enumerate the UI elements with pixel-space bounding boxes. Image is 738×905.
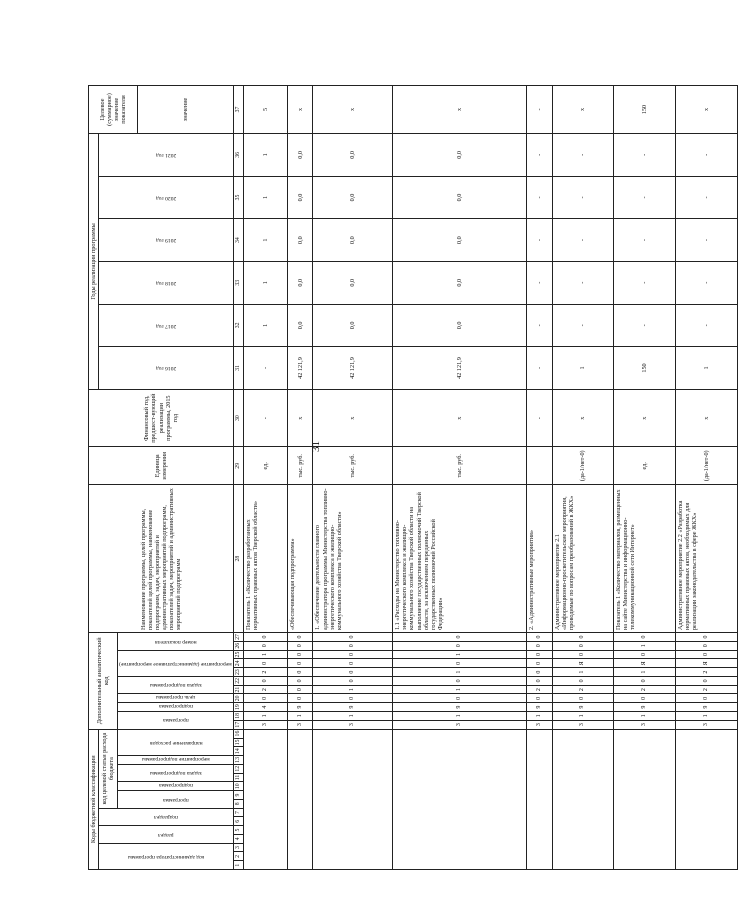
analytic-code-digit: 0 xyxy=(614,676,676,685)
analytic-code-digit: 0 xyxy=(244,694,288,703)
column-index-cell: 3 xyxy=(234,843,244,852)
subsection-header: подраздел xyxy=(154,814,179,821)
analytic-code-digit: 0 xyxy=(675,650,737,659)
row-year-value: 150 xyxy=(614,347,676,390)
analytic-code-digit: 0 xyxy=(614,633,676,642)
kbk-header: Коды бюджетной классификации xyxy=(89,729,99,869)
event-sub-header: мероприятие подпрограммы xyxy=(141,755,210,762)
analytic-code-digit: 0 xyxy=(313,650,393,659)
analytic-code-digit: 1 xyxy=(287,712,313,721)
column-index-cell: 12 xyxy=(234,764,244,773)
analytic-code-digit: 0 xyxy=(244,676,288,685)
row-name: Административное мероприятие 2.2 «Разработка нормативных правовых актов, необходимых для реализации законодательства в сфере ЖКХ» xyxy=(675,485,737,633)
row-name: 1. «Обеспечение деятельности главного администратора программы Министерства топливно-энергетического комплекса и жилищно-коммунального хозяйства Тверской области» xyxy=(313,485,393,633)
row-year-value: - xyxy=(526,304,552,347)
analytic-code-digit: 1 xyxy=(393,685,527,694)
row-base-year: х xyxy=(393,389,527,447)
row-year-value: - xyxy=(552,261,614,304)
analytic-code-digit: 2 xyxy=(552,685,614,694)
row-year-value: 1 xyxy=(244,133,288,176)
row-year-value: 0,0 xyxy=(313,219,393,262)
y2019-header: 2019 год xyxy=(156,237,177,244)
row-year-value: 1 xyxy=(244,261,288,304)
column-index-cell: 21 xyxy=(234,685,244,694)
budget-code-cell xyxy=(526,729,552,869)
goal-header: цель программы xyxy=(156,694,196,701)
analytic-code-digit: 1 xyxy=(313,712,393,721)
column-index-cell: 37 xyxy=(234,86,244,134)
row-total: х xyxy=(552,86,614,134)
analytic-code-digit: Я xyxy=(614,659,676,668)
budget-code-cell xyxy=(675,729,737,869)
row-unit: ед. xyxy=(614,447,676,485)
analytic-code-digit: 3 xyxy=(614,720,676,729)
analytic-code-digit: 3 xyxy=(526,720,552,729)
row-total: х xyxy=(393,86,527,134)
analytic-code-digit: 1 xyxy=(614,712,676,721)
y2018-header: 2018 год xyxy=(156,279,177,286)
row-name: «Обеспечивающая подпрограмма» xyxy=(287,485,313,633)
column-index-cell: 10 xyxy=(234,782,244,791)
column-index-cell: 34 xyxy=(234,219,244,262)
column-index-cell: 18 xyxy=(234,712,244,721)
row-year-value: - xyxy=(526,176,552,219)
row-year-value: - xyxy=(526,261,552,304)
analytic-code-digit: 0 xyxy=(287,641,313,650)
analytic-code-digit: 0 xyxy=(287,650,313,659)
row-year-value: 42 121,9 xyxy=(393,347,527,390)
analytic-code-digit: 0 xyxy=(675,641,737,650)
table-row xyxy=(526,86,552,870)
row-year-value: 1 xyxy=(244,219,288,262)
row-year-value: - xyxy=(614,176,676,219)
analytic-code-digit: 0 xyxy=(675,633,737,642)
event-num-header: номер показателя xyxy=(154,638,197,645)
column-index-cell: 15 xyxy=(234,738,244,747)
analytic-code-digit: 0 xyxy=(287,633,313,642)
name-header: Наименование программы, целей программы, показателей целей программы, наименование подпрограмм, задач, мероприятий и административных мероприятий подпрограмм, показателей задач, мероприятий и административных мероприятий подпрограмм xyxy=(89,485,234,633)
program-table xyxy=(88,85,738,870)
budget-code-cell xyxy=(614,729,676,869)
y2016-header: 2016 год xyxy=(156,365,177,372)
analytic-code-digit: 1 xyxy=(526,712,552,721)
program-header: программа xyxy=(162,796,189,803)
analytic-code-digit: 0 xyxy=(287,668,313,677)
row-year-value: 1 xyxy=(244,176,288,219)
analytic-code-digit: 1 xyxy=(614,668,676,677)
row-year-value: 0,0 xyxy=(287,261,313,304)
column-index-cell: 27 xyxy=(234,633,244,642)
table-row xyxy=(393,86,527,870)
analytic-code-digit: 1 xyxy=(393,650,527,659)
analytic-code-digit: Я xyxy=(552,659,614,668)
row-year-value: - xyxy=(552,219,614,262)
analytic-code-digit: 1 xyxy=(313,685,393,694)
analytic-code-digit: 3 xyxy=(287,720,313,729)
analytic-code-digit: 1 xyxy=(244,712,288,721)
column-index-cell: 22 xyxy=(234,676,244,685)
column-index-cell: 25 xyxy=(234,650,244,659)
row-year-value: - xyxy=(675,304,737,347)
row-year-value: 0,0 xyxy=(393,176,527,219)
row-year-value: 0,0 xyxy=(287,304,313,347)
row-total: 5 xyxy=(244,86,288,134)
fin-year-header: Финансовый год, предшест-вующий реализации программы, 2015 год xyxy=(89,389,234,447)
column-index-row xyxy=(234,86,244,870)
column-index-cell: 17 xyxy=(234,720,244,729)
row-year-value: - xyxy=(526,133,552,176)
y2017-header: 2017 год xyxy=(156,322,177,329)
row-year-value: - xyxy=(552,133,614,176)
row-total: х xyxy=(313,86,393,134)
column-index-cell: 32 xyxy=(234,304,244,347)
row-base-year: х xyxy=(552,389,614,447)
table-row xyxy=(675,86,737,870)
analytic-code-digit: 0 xyxy=(393,641,527,650)
analytic-code-digit: 0 xyxy=(526,668,552,677)
budget-code-cell xyxy=(244,729,288,869)
row-unit: тыс. руб. xyxy=(287,447,313,485)
row-name: Показатель 1 «Количество разработанных нормативных правовых актов Тверской области» xyxy=(244,485,288,633)
analytic-code-digit: 3 xyxy=(552,720,614,729)
column-index-cell: 33 xyxy=(234,261,244,304)
row-year-value: - xyxy=(614,133,676,176)
table-row xyxy=(244,86,288,870)
analytic-code-digit: Я xyxy=(675,659,737,668)
row-year-value: - xyxy=(675,133,737,176)
row-base-year: х xyxy=(675,389,737,447)
row-unit: тыс. руб. xyxy=(313,447,393,485)
table-row xyxy=(287,86,313,870)
row-year-value: 0,0 xyxy=(313,261,393,304)
analytic-code-digit: 1 xyxy=(614,641,676,650)
analytic-code-digit: 0 xyxy=(552,694,614,703)
analytic-code-digit: 0 xyxy=(287,659,313,668)
row-year-value: 0,0 xyxy=(313,304,393,347)
analytic-code-digit: 0 xyxy=(526,676,552,685)
table-header xyxy=(89,86,244,870)
row-year-value: - xyxy=(552,304,614,347)
analytic-code-digit: 0 xyxy=(313,641,393,650)
column-index-cell: 5 xyxy=(234,826,244,835)
analytic-code-digit: 0 xyxy=(614,650,676,659)
row-year-value: - xyxy=(675,219,737,262)
row-year-value: 1 xyxy=(244,304,288,347)
analytic-code-digit: 0 xyxy=(675,694,737,703)
row-total: - xyxy=(526,86,552,134)
analytic-code-digit: 0 xyxy=(313,694,393,703)
column-index-cell: 6 xyxy=(234,817,244,826)
row-unit: тыс. руб. xyxy=(393,447,527,485)
row-unit: (да-1/нет-0) xyxy=(552,447,614,485)
column-index-cell: 23 xyxy=(234,668,244,677)
analytic-code-digit: 9 xyxy=(313,703,393,712)
row-year-value: 0,0 xyxy=(393,133,527,176)
row-year-value: - xyxy=(614,261,676,304)
row-name: 2. «Административные мероприятия» xyxy=(526,485,552,633)
row-year-value: - xyxy=(526,347,552,390)
row-year-value: - xyxy=(675,261,737,304)
column-index-cell: 1 xyxy=(234,861,244,870)
extra-code-header: Дополнительный аналитический код xyxy=(89,633,118,730)
expense-dir-header: направление расходов xyxy=(149,739,203,746)
analytic-code-digit: 1 xyxy=(552,668,614,677)
table-row xyxy=(552,86,614,870)
analytic-code-digit: 0 xyxy=(393,659,527,668)
row-name: Административное мероприятие 2.1 «Информационно-просветительские мероприятия, проводимые по вопросам преобразований в ЖКХ» xyxy=(552,485,614,633)
analytic-code-digit: 0 xyxy=(526,650,552,659)
task-sub-header: задача подпрограммы xyxy=(149,770,202,777)
column-index-cell: 2 xyxy=(234,852,244,861)
analytic-code-digit: 9 xyxy=(675,703,737,712)
table-body xyxy=(244,86,738,870)
column-index-cell: 29 xyxy=(234,447,244,485)
analytic-code-digit: 0 xyxy=(614,694,676,703)
analytic-code-digit: 0 xyxy=(313,668,393,677)
row-year-value: 0,0 xyxy=(393,304,527,347)
column-index-cell: 30 xyxy=(234,389,244,447)
analytic-code-digit: 1 xyxy=(675,712,737,721)
budget-code-cell xyxy=(313,729,393,869)
analytic-code-digit: 3 xyxy=(313,720,393,729)
row-year-value: - xyxy=(614,304,676,347)
column-index-cell: 16 xyxy=(234,729,244,738)
subprogram2-header: подпрограмма xyxy=(158,703,193,710)
column-index-cell: 4 xyxy=(234,834,244,843)
row-year-value: 0,0 xyxy=(393,261,527,304)
column-index-cell: 31 xyxy=(234,347,244,390)
analytic-code-digit: 0 xyxy=(287,676,313,685)
row-base-year: х xyxy=(614,389,676,447)
column-index-cell: 26 xyxy=(234,641,244,650)
admin-header: код администратора программы xyxy=(128,853,205,860)
y2021-header: 2021 год xyxy=(156,152,177,159)
task-header: задача подпрограммы xyxy=(149,682,202,689)
analytic-code-digit: 1 xyxy=(393,668,527,677)
class-code-header: код целевой статьи расхода бюджета xyxy=(99,729,118,808)
analytic-code-digit: 9 xyxy=(287,703,313,712)
analytic-code-digit: 1 xyxy=(552,712,614,721)
final-header: Целевое (суммарное) значение показателя xyxy=(89,86,138,134)
analytic-code-digit: 0 xyxy=(393,633,527,642)
row-year-value: - xyxy=(244,347,288,390)
analytic-code-digit: 0 xyxy=(393,676,527,685)
row-year-value: 1 xyxy=(552,347,614,390)
analytic-code-digit: 9 xyxy=(614,703,676,712)
analytic-code-digit: 9 xyxy=(552,703,614,712)
analytic-code-digit: 0 xyxy=(526,659,552,668)
analytic-code-digit: 0 xyxy=(244,641,288,650)
column-index-cell: 28 xyxy=(234,485,244,633)
row-base-year: х xyxy=(313,389,393,447)
row-year-value: 0,0 xyxy=(313,176,393,219)
row-year-value: 0,0 xyxy=(287,133,313,176)
analytic-code-digit: 2 xyxy=(244,685,288,694)
subprogram-header: подпрограмма xyxy=(158,782,193,789)
analytic-code-digit: 3 xyxy=(393,720,527,729)
column-index-cell: 24 xyxy=(234,659,244,668)
budget-code-cell xyxy=(552,729,614,869)
column-index-cell: 7 xyxy=(234,808,244,817)
analytic-code-digit: 0 xyxy=(526,694,552,703)
analytic-code-digit: 0 xyxy=(287,685,313,694)
row-name: 1.1 «Расходы на Министерство топливно-энергетического комплекса и жилищно-коммунального хозяйства Тверской области на выполнение государственных полномочий Тверской области, за исключением переданных государственных полномочий Российской Федерации» xyxy=(393,485,527,633)
analytic-code-digit: 2 xyxy=(526,685,552,694)
analytic-code-digit: 0 xyxy=(287,694,313,703)
row-year-value: - xyxy=(552,176,614,219)
event-header: мероприятие (административное мероприятие) xyxy=(119,660,233,667)
table-row xyxy=(614,86,676,870)
row-year-value: 0,0 xyxy=(313,133,393,176)
row-total: х xyxy=(675,86,737,134)
row-year-value: 42 121,9 xyxy=(287,347,313,390)
analytic-code-digit: 0 xyxy=(552,641,614,650)
analytic-code-digit: 1 xyxy=(244,650,288,659)
analytic-code-digit: 2 xyxy=(675,668,737,677)
row-unit: ед. xyxy=(244,447,288,485)
column-index-cell: 13 xyxy=(234,756,244,765)
analytic-code-digit: 3 xyxy=(675,720,737,729)
row-total: 150 xyxy=(614,86,676,134)
budget-code-cell xyxy=(393,729,527,869)
column-index-cell: 8 xyxy=(234,799,244,808)
analytic-code-digit: 0 xyxy=(526,633,552,642)
analytic-code-digit: 0 xyxy=(552,633,614,642)
analytic-code-digit: 9 xyxy=(393,703,527,712)
unit-header: Единица измерения xyxy=(89,447,234,485)
row-year-value: - xyxy=(614,219,676,262)
y2020-header: 2020 год xyxy=(156,194,177,201)
column-index-cell: 36 xyxy=(234,133,244,176)
analytic-code-digit: 3 xyxy=(244,720,288,729)
analytic-code-digit: 0 xyxy=(526,641,552,650)
row-year-value: 1 xyxy=(675,347,737,390)
row-total: х xyxy=(287,86,313,134)
row-year-value: - xyxy=(675,176,737,219)
analytic-code-digit: 0 xyxy=(313,676,393,685)
column-index-cell: 11 xyxy=(234,773,244,782)
analytic-code-digit: 9 xyxy=(526,703,552,712)
row-base-year: х xyxy=(287,389,313,447)
row-year-value: - xyxy=(526,219,552,262)
table-row xyxy=(313,86,393,870)
row-year-value: 42 121,9 xyxy=(313,347,393,390)
analytic-code-digit: 0 xyxy=(313,633,393,642)
row-unit: (да-1/нет-0) xyxy=(675,447,737,485)
analytic-code-digit: 0 xyxy=(552,650,614,659)
page-number: 31 xyxy=(310,441,322,452)
analytic-code-digit: 2 xyxy=(675,685,737,694)
column-index-cell: 14 xyxy=(234,747,244,756)
column-index-cell: 19 xyxy=(234,703,244,712)
column-index-cell: 20 xyxy=(234,694,244,703)
program2-header: программа xyxy=(162,717,189,724)
analytic-code-digit: 2 xyxy=(614,685,676,694)
analytic-code-digit: 2 xyxy=(244,668,288,677)
analytic-code-digit: 4 xyxy=(244,703,288,712)
row-base-year: - xyxy=(244,389,288,447)
analytic-code-digit: 0 xyxy=(244,659,288,668)
analytic-code-digit: 0 xyxy=(552,676,614,685)
column-index-cell: 35 xyxy=(234,176,244,219)
final-value-header: значение xyxy=(138,86,234,134)
row-year-value: 0,0 xyxy=(393,219,527,262)
analytic-code-digit: 1 xyxy=(393,712,527,721)
row-year-value: 0,0 xyxy=(287,219,313,262)
analytic-code-digit: 0 xyxy=(675,676,737,685)
rotated-table-container xyxy=(88,85,710,870)
row-year-value: 0,0 xyxy=(287,176,313,219)
years-header: Годы реализации программы xyxy=(89,133,99,389)
analytic-code-digit: 0 xyxy=(313,659,393,668)
row-unit xyxy=(526,447,552,485)
section-header: раздел xyxy=(158,831,174,838)
column-index-cell: 9 xyxy=(234,791,244,800)
row-name: Показатель 1 «Количество материалов, размещенных на сайте Министерства и информационно-телекоммуникационной сети Интернет» xyxy=(614,485,676,633)
analytic-code-digit: 0 xyxy=(244,633,288,642)
row-base-year: - xyxy=(526,389,552,447)
analytic-code-digit: 0 xyxy=(393,694,527,703)
budget-code-cell xyxy=(287,729,313,869)
